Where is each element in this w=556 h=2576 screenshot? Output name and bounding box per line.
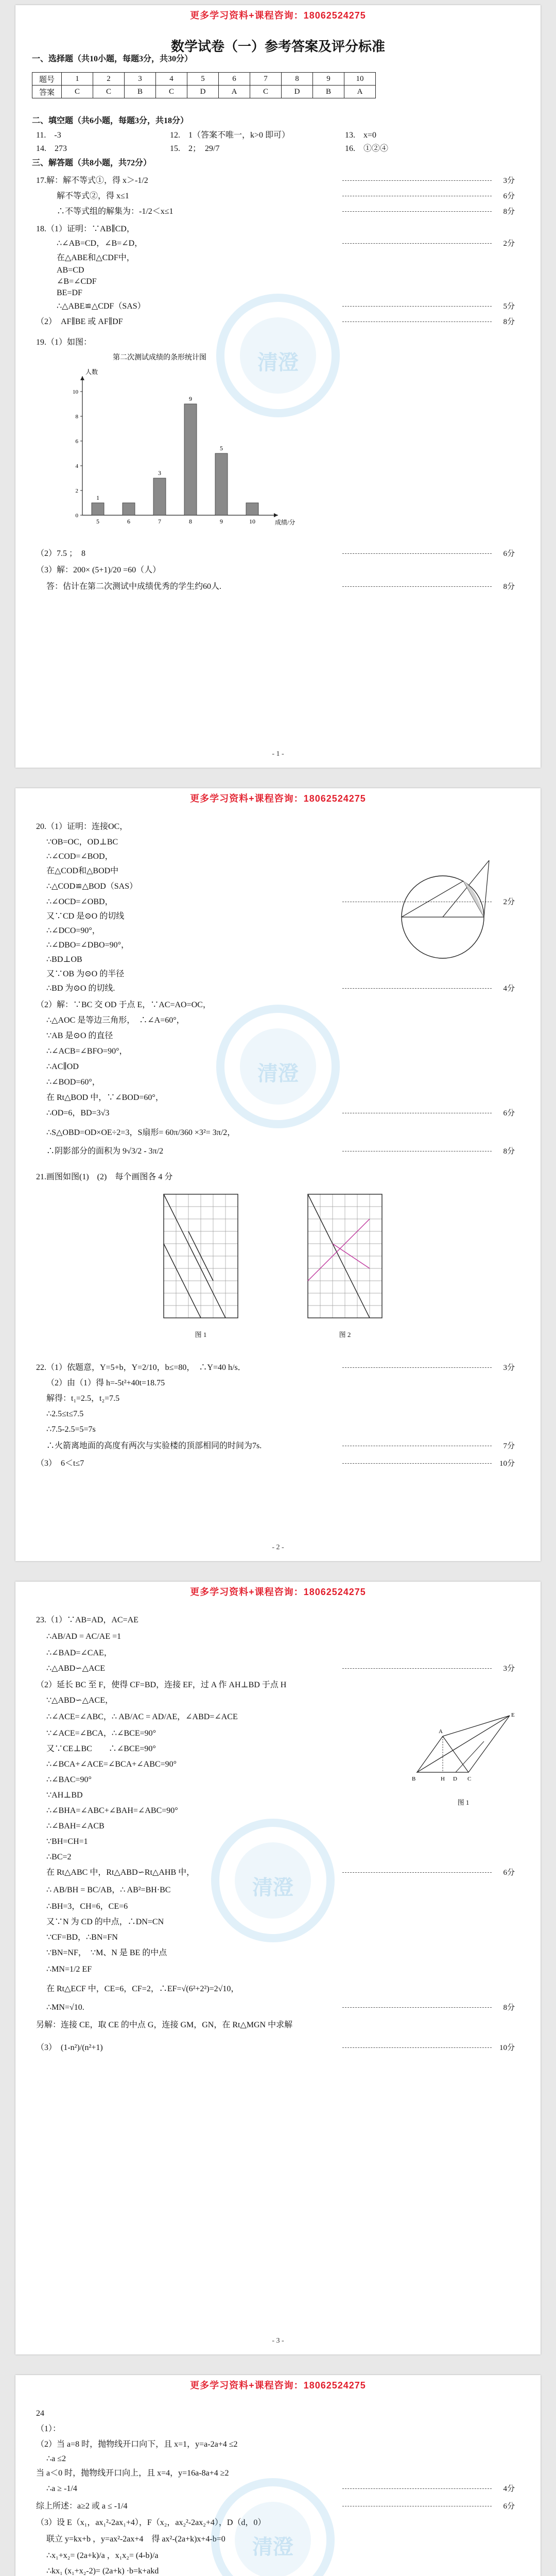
page-title: 数学试卷（一）参考答案及评分标准 [170, 39, 385, 54]
answer-text: ∴△COD≌△BOD（SAS） [46, 882, 138, 891]
answer-text: 答：估计在第二次测试中成绩优秀的学生约60人. [46, 582, 222, 591]
answer-text: ∴BC=2 [46, 1853, 72, 1861]
leader-dots [342, 2488, 492, 2489]
answer-text: ∴∠BAD=∠CAE， [46, 1649, 112, 1657]
leader-dots [342, 1463, 492, 1464]
answer-text: ∴火箭离地面的高度有两次与实验楼的顶部相同的时间为7s. [46, 1442, 262, 1450]
bar [92, 503, 104, 515]
answer-line [15, 981, 541, 996]
watermark-logo [216, 294, 340, 417]
answer-text: （3） 6＜t≤7 [36, 1459, 84, 1468]
answer-cell: A [344, 86, 376, 98]
answer-text: ∵OB=OC，OD⊥BC [46, 838, 118, 846]
answer-text: ∴∠BAH=∠ACB [46, 1822, 105, 1831]
answer-line [15, 546, 541, 562]
score-label: 8分 [503, 2004, 515, 2012]
answer-text: ∵AB 是⊙O 的直径 [46, 1031, 113, 1040]
answer-text: （2）7.5 ； 8 [36, 549, 86, 558]
page-number: - 3 - [272, 2337, 284, 2345]
svg-text:E: E [511, 1712, 515, 1718]
answer-text: ∵AH⊥BD [46, 1791, 83, 1800]
answer-text: 13. x=0 [345, 131, 377, 140]
answer-text: ∴∠ACB=∠BFO=90°， [46, 1047, 128, 1056]
answer-line [15, 1391, 541, 1406]
bar-data-label: 5 [220, 445, 223, 452]
answer-line [15, 2437, 541, 2452]
leader-dots [342, 1668, 492, 1669]
answer-text: 18.（1）证明：∵AB∥CD， [36, 225, 135, 233]
watermark-text: 清澄 [257, 351, 299, 374]
answer-text: ∵∠ACE=∠BCA，∴∠BCE=90° [46, 1729, 157, 1738]
answer-text: 另解：连接 CE，取 CE 的中点 G，连接 GM，GN，在 Rt△MGN 中求解 [36, 2021, 293, 2029]
table-header-cell: 题号 [32, 73, 62, 86]
answer-page-4 [15, 2375, 541, 2576]
answer-text: 联立 y=kx+b ，y=ax²-2ax+4 得 ax²-(2a+k)x+4-b=0 [46, 2535, 225, 2544]
watermark-text: 清澄 [252, 1876, 293, 1899]
answer-line [15, 189, 541, 204]
score-label: 6分 [503, 192, 515, 200]
answer-line [15, 835, 541, 850]
bar-data-label: 1 [96, 494, 99, 501]
answer-cell: B [125, 86, 156, 98]
answer-line [15, 2040, 541, 2056]
score-label: 2分 [503, 240, 515, 248]
answer-text: ∴MN=√10. [46, 2003, 84, 2012]
answer-text: ∴∠AB=CD，∠B=∠D， [57, 239, 143, 248]
score-label: 10分 [499, 2044, 515, 2052]
y-tick-label: 10 [73, 389, 78, 395]
answer-text: ∴x₁+x₂= (2a+k)/a ，x₁x₂= (4-b)/a [46, 2551, 159, 2560]
leader-dots [342, 586, 492, 587]
y-tick-label: 4 [75, 463, 78, 469]
score-label: 6分 [503, 1109, 515, 1117]
answer-text: ∵BN=NF， ∵M、N 是 BE 的中点 [46, 1948, 167, 1957]
answer-text: ∴AC∥OD [46, 1062, 79, 1071]
answer-line [15, 2018, 541, 2033]
answer-line [15, 579, 541, 595]
answer-line [15, 819, 541, 835]
figure-caption: 图 1 [457, 1799, 470, 1806]
bar [123, 503, 135, 515]
answer-line [15, 1613, 541, 1628]
answer-text: 在△COD和△BOD中 [46, 867, 119, 875]
answer-page-3 [15, 1582, 541, 2354]
answer-text: 解不等式②，得 x≤1 [57, 192, 129, 200]
answer-text: 14. 273 [36, 144, 67, 153]
answer-cell: D [282, 86, 313, 98]
x-tick-label: 9 [220, 518, 223, 525]
answer-text: 20.（1）证明：连接OC， [36, 822, 128, 831]
grid-figure-1 [160, 1190, 242, 1324]
answer-text: 17.解：解不等式①，得 x＞-1/2 [36, 176, 148, 185]
table-header-cell: 答案 [32, 86, 62, 98]
answer-text: 又∵N 为 CD 的中点，∴DN=CN [46, 1918, 164, 1926]
answer-text: 又∵CE⊥BC ∴∠BCE=90° [46, 1744, 156, 1753]
question-number-cell: 6 [219, 73, 250, 86]
y-axis-arrow [80, 376, 84, 380]
answer-text: 在 Rt△ABC 中，Rt△ABD∽Rt△AHB 中， [46, 1868, 195, 1877]
question-number-cell: 5 [187, 73, 219, 86]
answer-text: ∴AB/AD = AC/AE =1 [46, 1632, 121, 1641]
answer-text: ∴△ABD∽△ACE [46, 1664, 105, 1673]
bar [246, 503, 258, 515]
answer-text: ∴∠DCO=90°， [46, 926, 100, 935]
choice-answer-table [32, 72, 376, 98]
answer-text: ∴∠BAC=90° [46, 1775, 92, 1784]
answer-text: 解得：t₁=2.5，t₂=7.5 [46, 1394, 120, 1403]
answer-text: 21.画图如图(1) (2) 每个画图各 4 分 [36, 1173, 173, 1181]
answer-line [15, 1422, 541, 1437]
score-label: 6分 [503, 2502, 515, 2511]
svg-text:B: B [412, 1776, 416, 1782]
score-label: 8分 [503, 583, 515, 591]
leader-dots [342, 2007, 492, 2008]
answer-line [15, 1456, 541, 1471]
answer-text: ∴不等式组的解集为：-1/2＜x≤1 [57, 207, 173, 216]
score-label: 4分 [503, 985, 515, 993]
x-tick-label: 5 [96, 518, 99, 525]
answer-text: ∠B=∠CDF [57, 277, 97, 286]
answer-text: 二、填空题（共6小题，每题3分，共18分） [32, 116, 189, 125]
question-number-cell: 9 [313, 73, 344, 86]
answer-text: ∴a ≤2 [46, 2454, 66, 2463]
answer-line [15, 204, 541, 219]
answer-line [15, 563, 541, 578]
answer-text: （2） AF∥BE 或 AF∥DF [36, 317, 123, 326]
y-tick-label: 2 [75, 488, 78, 494]
answer-line [15, 2000, 541, 2015]
score-label: 8分 [503, 318, 515, 326]
answer-text: ∴a ≥ -1/4 [46, 2484, 77, 2493]
y-axis-label: 人数 [85, 368, 98, 376]
triangle-figure [407, 1705, 520, 1793]
circle-figure [386, 850, 510, 974]
answer-text: ∵△ABD∽△ACE， [46, 1696, 113, 1705]
answer-line [15, 1376, 541, 1391]
answer-text: BE=DF [57, 289, 82, 297]
page-number: - 1 - [272, 750, 284, 758]
answer-text: ∴MN=1/2 EF [46, 1965, 92, 1974]
answer-text: ∴阴影部分的面积为 9√3/2 - 3π/2 [46, 1147, 164, 1156]
answer-text: 22.（1）依题意，Y=5+b，Y=2/10，b≤=80， ∴Y=40 h/s． [36, 1363, 246, 1372]
answer-text: ∴∠BHA=∠ABC+∠BAH=∠ABC=90° [46, 1806, 178, 1815]
answer-text: 12. 1（答案不唯一，k>0 即可） [170, 131, 290, 140]
watermark-text: 清澄 [252, 2536, 293, 2558]
answer-text: 在 Rt△ECF 中，CE=6，CF=2，∴EF=√(6²+2²)=2√10， [46, 1985, 239, 1993]
score-label: 5分 [503, 302, 515, 311]
answer-line [15, 2406, 541, 2421]
answer-line [15, 1981, 541, 1997]
score-label: 4分 [503, 2485, 515, 2493]
score-label: 8分 [503, 1147, 515, 1156]
figure-caption-1: 图 1 [195, 1331, 207, 1338]
y-tick-label: 8 [75, 414, 78, 420]
answer-text: ∴BH=3，CH=6，CE=6 [46, 1902, 128, 1911]
figure-line [308, 1219, 370, 1281]
answer-text: ∴kx₁ (x₁+x₂-2)= (2a+k) ·b=k+akd [46, 2567, 159, 2575]
contact-banner: 更多学习资料+课程咨询：18062524275 [190, 1587, 366, 1597]
answer-line [15, 1170, 541, 1185]
answer-line [15, 1646, 541, 1661]
answer-cell: A [219, 86, 250, 98]
answer-text: ∴∠BCA+∠ACE=∠BCA+∠ABC=90° [46, 1760, 177, 1769]
svg-text:C: C [467, 1776, 472, 1782]
answer-text: 11. -3 [36, 131, 61, 140]
bar-data-label: 3 [158, 469, 161, 477]
bar [184, 404, 197, 515]
grid-figure-2 [304, 1190, 386, 1324]
answer-text: （2）由（1）得 h=-5t²+40t=18.75 [46, 1379, 165, 1387]
chart-title: 第二次测试成绩的条形统计图 [113, 354, 206, 362]
y-tick-label: 6 [75, 438, 78, 445]
x-tick-label: 8 [189, 518, 192, 525]
answer-text: （2）解：∵BC 交 OD 于点 E，∵AC=AO=OC， [36, 1001, 211, 1009]
answer-text: （2）延长 BC 至 F，使得 CF=BD，连接 EF，过 A 作 AH⊥BD 于点 H [36, 1681, 287, 1689]
section-heading [15, 113, 541, 129]
score-label: 2分 [503, 898, 515, 906]
answer-text: ∵BH=CH=1 [46, 1837, 88, 1846]
watermark-logo [211, 1819, 335, 1942]
score-label: 6分 [503, 1869, 515, 1877]
svg-text:A: A [439, 1728, 443, 1735]
answer-text: （3） (1-n²)/(n²+1) [36, 2043, 103, 2052]
section-heading [15, 156, 541, 171]
score-label: 8分 [503, 208, 515, 216]
answer-line [15, 222, 541, 237]
x-axis-label: 成绩/分 [275, 519, 296, 526]
answer-text: ∴ AB/BH = BC/AB，∴ AB²=BH·BC [46, 1886, 171, 1894]
answer-text: 在△ABE和△CDF中， [57, 253, 135, 262]
answer-text: ∴7.5-2.5=5=7s [46, 1425, 96, 1434]
svg-text:H: H [441, 1776, 445, 1782]
answer-line [15, 173, 541, 189]
leader-dots [342, 243, 492, 244]
answer-text: ∴∠DBO=∠DBO=90°， [46, 941, 130, 950]
page-number: - 2 - [272, 1544, 284, 1551]
answer-line [15, 2421, 541, 2437]
answer-text: 19.（1）如图： [36, 338, 92, 347]
answer-text: 在 Rt△BOD 中，∵∠BOD=60°， [46, 1093, 164, 1102]
answer-text: （1）： [36, 2425, 61, 2433]
answer-line [15, 1438, 541, 1454]
answer-line [15, 1962, 541, 1977]
answer-text: ∴OD=6，BD=3√3 [46, 1109, 110, 1117]
answer-line [15, 1629, 541, 1645]
answer-text: 又∵CD 是⊙O 的切线 [46, 912, 125, 921]
score-label: 3分 [503, 1665, 515, 1673]
leader-dots [342, 1872, 492, 1873]
answer-text: 一、选择题（共10小题，每题3分，共30分） [32, 55, 193, 63]
leader-dots [342, 1367, 492, 1368]
question-number-cell: 3 [125, 73, 156, 86]
answer-text: ∴∠COD=∠BOD， [46, 852, 113, 861]
answer-text: ∴BD 为⊙O 的切线. [46, 984, 115, 993]
contact-banner: 更多学习资料+课程咨询：18062524275 [190, 793, 366, 804]
answer-line [15, 2451, 541, 2467]
answer-cell: C [62, 86, 93, 98]
answer-cell: D [187, 86, 219, 98]
question-number-cell: 4 [156, 73, 187, 86]
answer-text: ∴△AOC 是等边三角形， ∴∠A=60°， [46, 1016, 185, 1025]
answer-page-2 [15, 788, 541, 1561]
leader-dots [342, 321, 492, 322]
x-tick-label: 6 [127, 518, 130, 525]
answer-text: 16. ①②④ [345, 144, 389, 153]
question-number-cell: 7 [250, 73, 282, 86]
answer-line [15, 1661, 541, 1676]
answer-cell: B [313, 86, 344, 98]
svg-text:D: D [453, 1776, 457, 1782]
x-tick-label: 10 [249, 518, 255, 525]
x-tick-label: 7 [158, 518, 161, 525]
answer-text: ∴∠ACE=∠ABC，∴ AB/AC = AD/AE，∠ABD=∠ACE [46, 1713, 238, 1721]
answer-text: AB=CD [57, 266, 84, 275]
watermark-text: 清澄 [257, 1062, 299, 1085]
answer-page-1 [15, 5, 541, 768]
leader-dots [342, 306, 492, 307]
answer-text: （3）设 E（x₁，ax₁²-2ax₁+4），F（x₂，ax₂²-2ax₂+4），D（d，0） [36, 2518, 266, 2527]
leader-dots [342, 180, 492, 181]
answer-text: ∴2.5≤t≤7.5 [46, 1410, 84, 1418]
figure-caption-2: 图 2 [339, 1331, 351, 1338]
answer-text: ∴△ABE≌△CDF（SAS） [57, 302, 146, 311]
answer-text: 15. 2； 29/7 [170, 144, 220, 153]
contact-banner: 更多学习资料+课程咨询：18062524275 [190, 2380, 366, 2391]
answer-text: （2）当 a=8 时，抛物线开口向下，且 x=1，y=a-2a+4 ≤2 [36, 2440, 238, 2449]
answer-text: 又∵OB 为⊙O 的半径 [46, 970, 125, 978]
table-row [32, 86, 376, 98]
watermark-logo [216, 1005, 340, 1128]
contact-banner: 更多学习资料+课程咨询：18062524275 [190, 10, 366, 21]
answer-line [15, 1406, 541, 1422]
score-label: 7分 [503, 1442, 515, 1450]
answer-text: 综上所述：a≥2 或 a ≤ -1/4 [36, 2502, 128, 2511]
answer-text: ∴∠BOD=60°， [46, 1078, 100, 1087]
answer-text: ∵CF=BD，∴BN=FN [46, 1933, 118, 1942]
answer-cell: C [93, 86, 125, 98]
answer-text: ∴BD⊥OB [46, 955, 82, 964]
score-label: 10分 [499, 1460, 515, 1468]
bar [215, 453, 228, 515]
answer-text: 当 a＜0 时，抛物线开口向上，且 x=4，y=16a-8a+4 ≥2 [36, 2469, 229, 2478]
answer-line [15, 1677, 541, 1693]
bar-data-label: 9 [189, 395, 192, 402]
answer-cell: C [156, 86, 187, 98]
y-tick-label: 0 [75, 513, 78, 519]
answer-line [15, 1945, 541, 1961]
answer-cell: C [250, 86, 282, 98]
score-label: 6分 [503, 550, 515, 558]
question-number-cell: 1 [62, 73, 93, 86]
score-label: 3分 [503, 1364, 515, 1372]
answer-text: 24 [36, 2409, 44, 2418]
bar [153, 478, 166, 515]
question-number-cell: 8 [282, 73, 313, 86]
answer-line [15, 141, 541, 157]
answer-text: 23.（1）∵AB=AD，AC=AE [36, 1616, 138, 1624]
leader-dots [342, 553, 492, 554]
answer-text: （3）解：200× (5+1)/20 =60（人） [36, 566, 161, 574]
answer-line [15, 236, 541, 251]
answer-line [15, 1144, 541, 1159]
leader-dots [342, 988, 492, 989]
table-row [32, 73, 376, 86]
answer-text: 三、解答题（共8小题，共72分） [32, 159, 152, 167]
leader-dots [342, 211, 492, 212]
answer-text: ∴∠OCD=∠OBD， [46, 897, 113, 906]
section-heading [15, 52, 541, 67]
answer-text: ∴S△OBD=OD×OE÷2=3，S扇形= 60π/360 ×3²= 3π/2， [46, 1128, 236, 1137]
question-number-cell: 2 [93, 73, 125, 86]
score-label: 3分 [503, 177, 515, 185]
x-axis-arrow [274, 513, 278, 517]
leader-dots [342, 2047, 492, 2048]
answer-line [15, 1360, 541, 1376]
question-number-cell: 10 [344, 73, 376, 86]
